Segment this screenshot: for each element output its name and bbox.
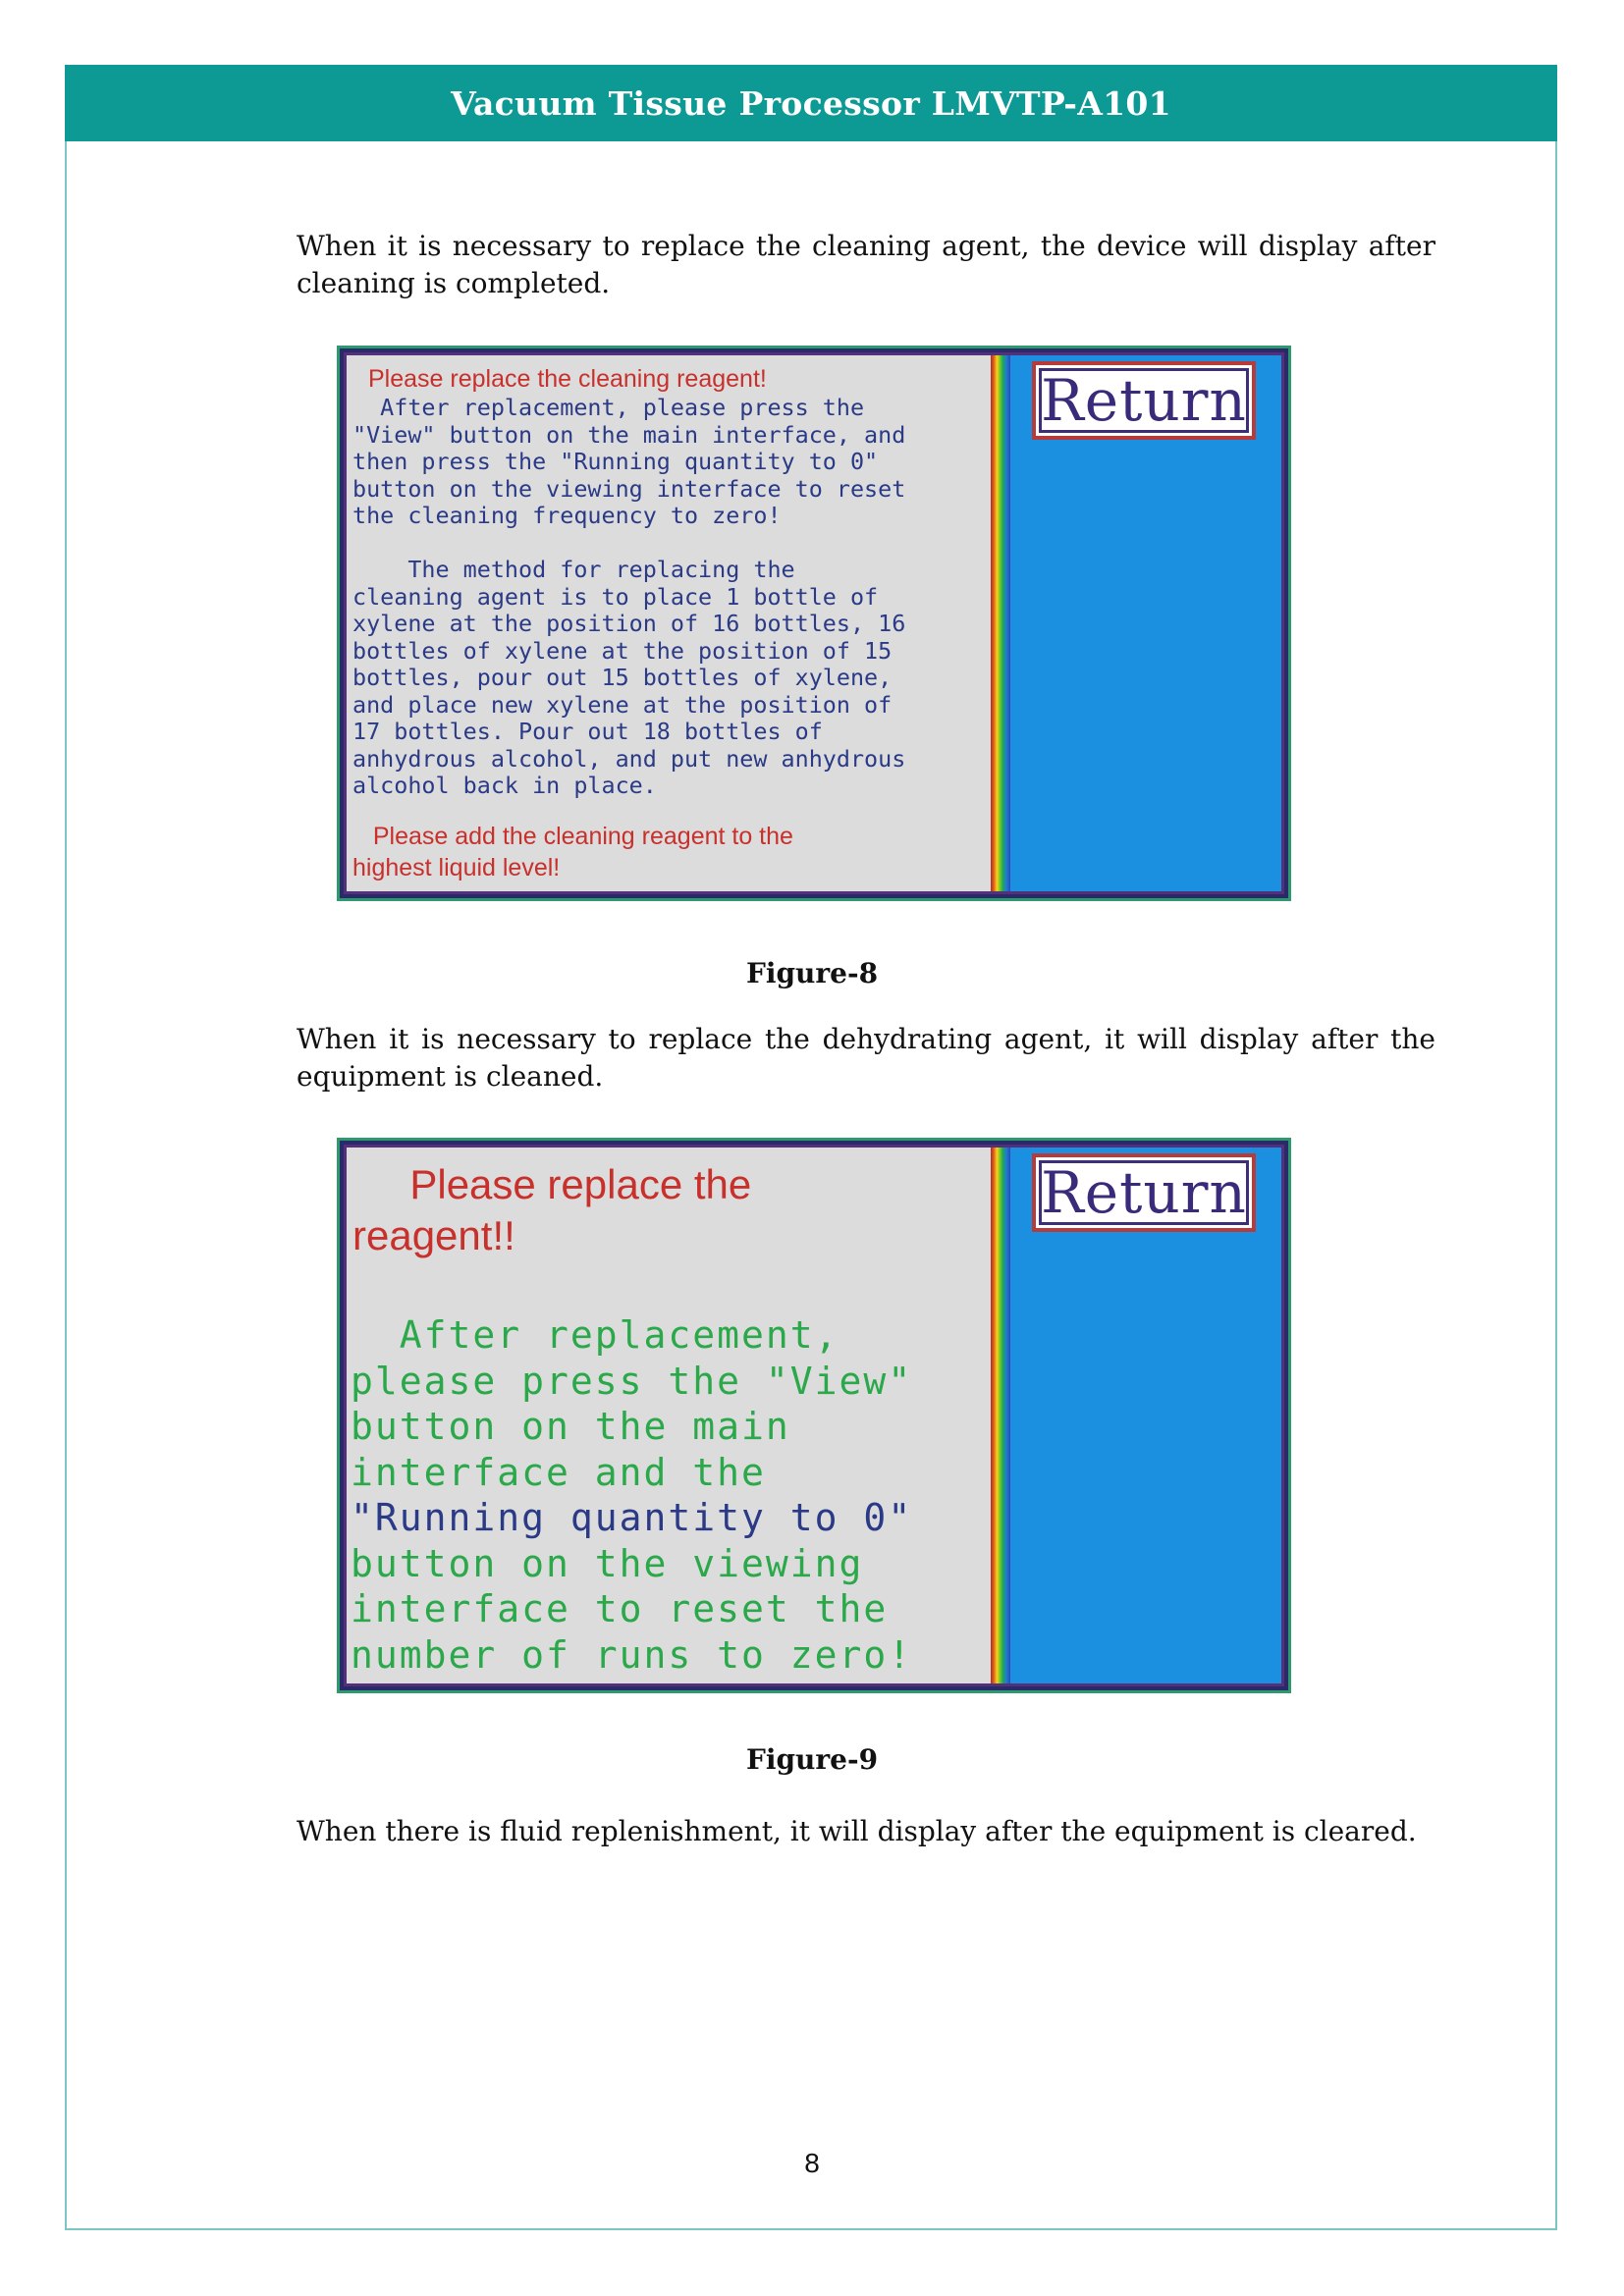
alert-title: Please replace the reagent!! — [352, 1161, 752, 1258]
instruction-line: xylene at the position of 16 bottles, 16 — [352, 610, 906, 637]
document-header — [65, 65, 1557, 141]
paragraph-fluid-replenishment: When there is fluid replenishment, it will display after the equipment is cleared. — [297, 1815, 1417, 1847]
screen-inner-border — [344, 352, 1284, 894]
figure-8-caption: Figure-8 — [745, 957, 879, 989]
instruction-line: alcohol back in place. — [352, 772, 657, 799]
figure-8-screen — [337, 346, 1291, 901]
instruction-text — [351, 1312, 912, 1678]
instruction-line: button on the viewing interface to reset — [352, 474, 906, 503]
paragraph-dehydrating-agent: When it is necessary to replace the dehydrating agent, it will display after the equipment is cleaned. — [297, 1023, 1435, 1093]
instruction-line: bottles, pour out 15 bottles of xylene, — [352, 664, 893, 691]
rainbow-divider — [991, 355, 1010, 891]
instruction-blue-text: "Running quantity to 0" — [351, 1496, 913, 1539]
instruction-line: The method for replacing the — [352, 556, 795, 583]
figure-9-caption: Figure-9 — [745, 1743, 879, 1776]
button-pane — [1010, 355, 1281, 891]
message-pane — [347, 355, 991, 891]
document-title: Vacuum Tissue Processor LMVTP-A101 — [451, 83, 1171, 123]
figure-9-screen — [337, 1138, 1291, 1693]
instruction-green-text: button on the viewing interface to reset the number of runs to zero! — [351, 1541, 913, 1677]
return-button[interactable]: Return — [1032, 1153, 1256, 1232]
rainbow-divider — [991, 1148, 1010, 1683]
instruction-line: 17 bottles. Pour out 18 bottles of — [352, 718, 823, 745]
message-pane — [347, 1148, 991, 1683]
instruction-line: After replacement, please press the — [352, 394, 865, 421]
paragraph-cleaning-agent: When it is necessary to replace the cleaning agent, the device will display after cleaning is completed. — [297, 230, 1435, 299]
alert-footer: Please add the cleaning reagent to the highest liquid level! — [352, 823, 793, 881]
instruction-green-text: After replacement, please press the "View" button on the main interface and the — [351, 1313, 913, 1494]
page-number: 8 — [804, 2148, 820, 2178]
button-pane — [1010, 1148, 1281, 1683]
instruction-line: anhydrous alcohol, and put new anhydrous — [352, 744, 906, 773]
instruction-line: cleaning agent is to place 1 bottle of — [352, 582, 879, 611]
instruction-line: the cleaning frequency to zero! — [352, 502, 782, 529]
screen-inner-border — [344, 1145, 1284, 1686]
instruction-line: "View" button on the main interface, and — [352, 420, 906, 449]
instruction-line: and place new xylene at the position of — [352, 690, 893, 719]
alert-title: Please replace the cleaning reagent! — [368, 365, 767, 393]
return-button[interactable]: Return — [1032, 361, 1256, 440]
instruction-text — [352, 395, 905, 800]
instruction-line: bottles of xylene at the position of 15 — [352, 636, 893, 665]
instruction-line: then press the "Running quantity to 0" — [352, 448, 879, 475]
